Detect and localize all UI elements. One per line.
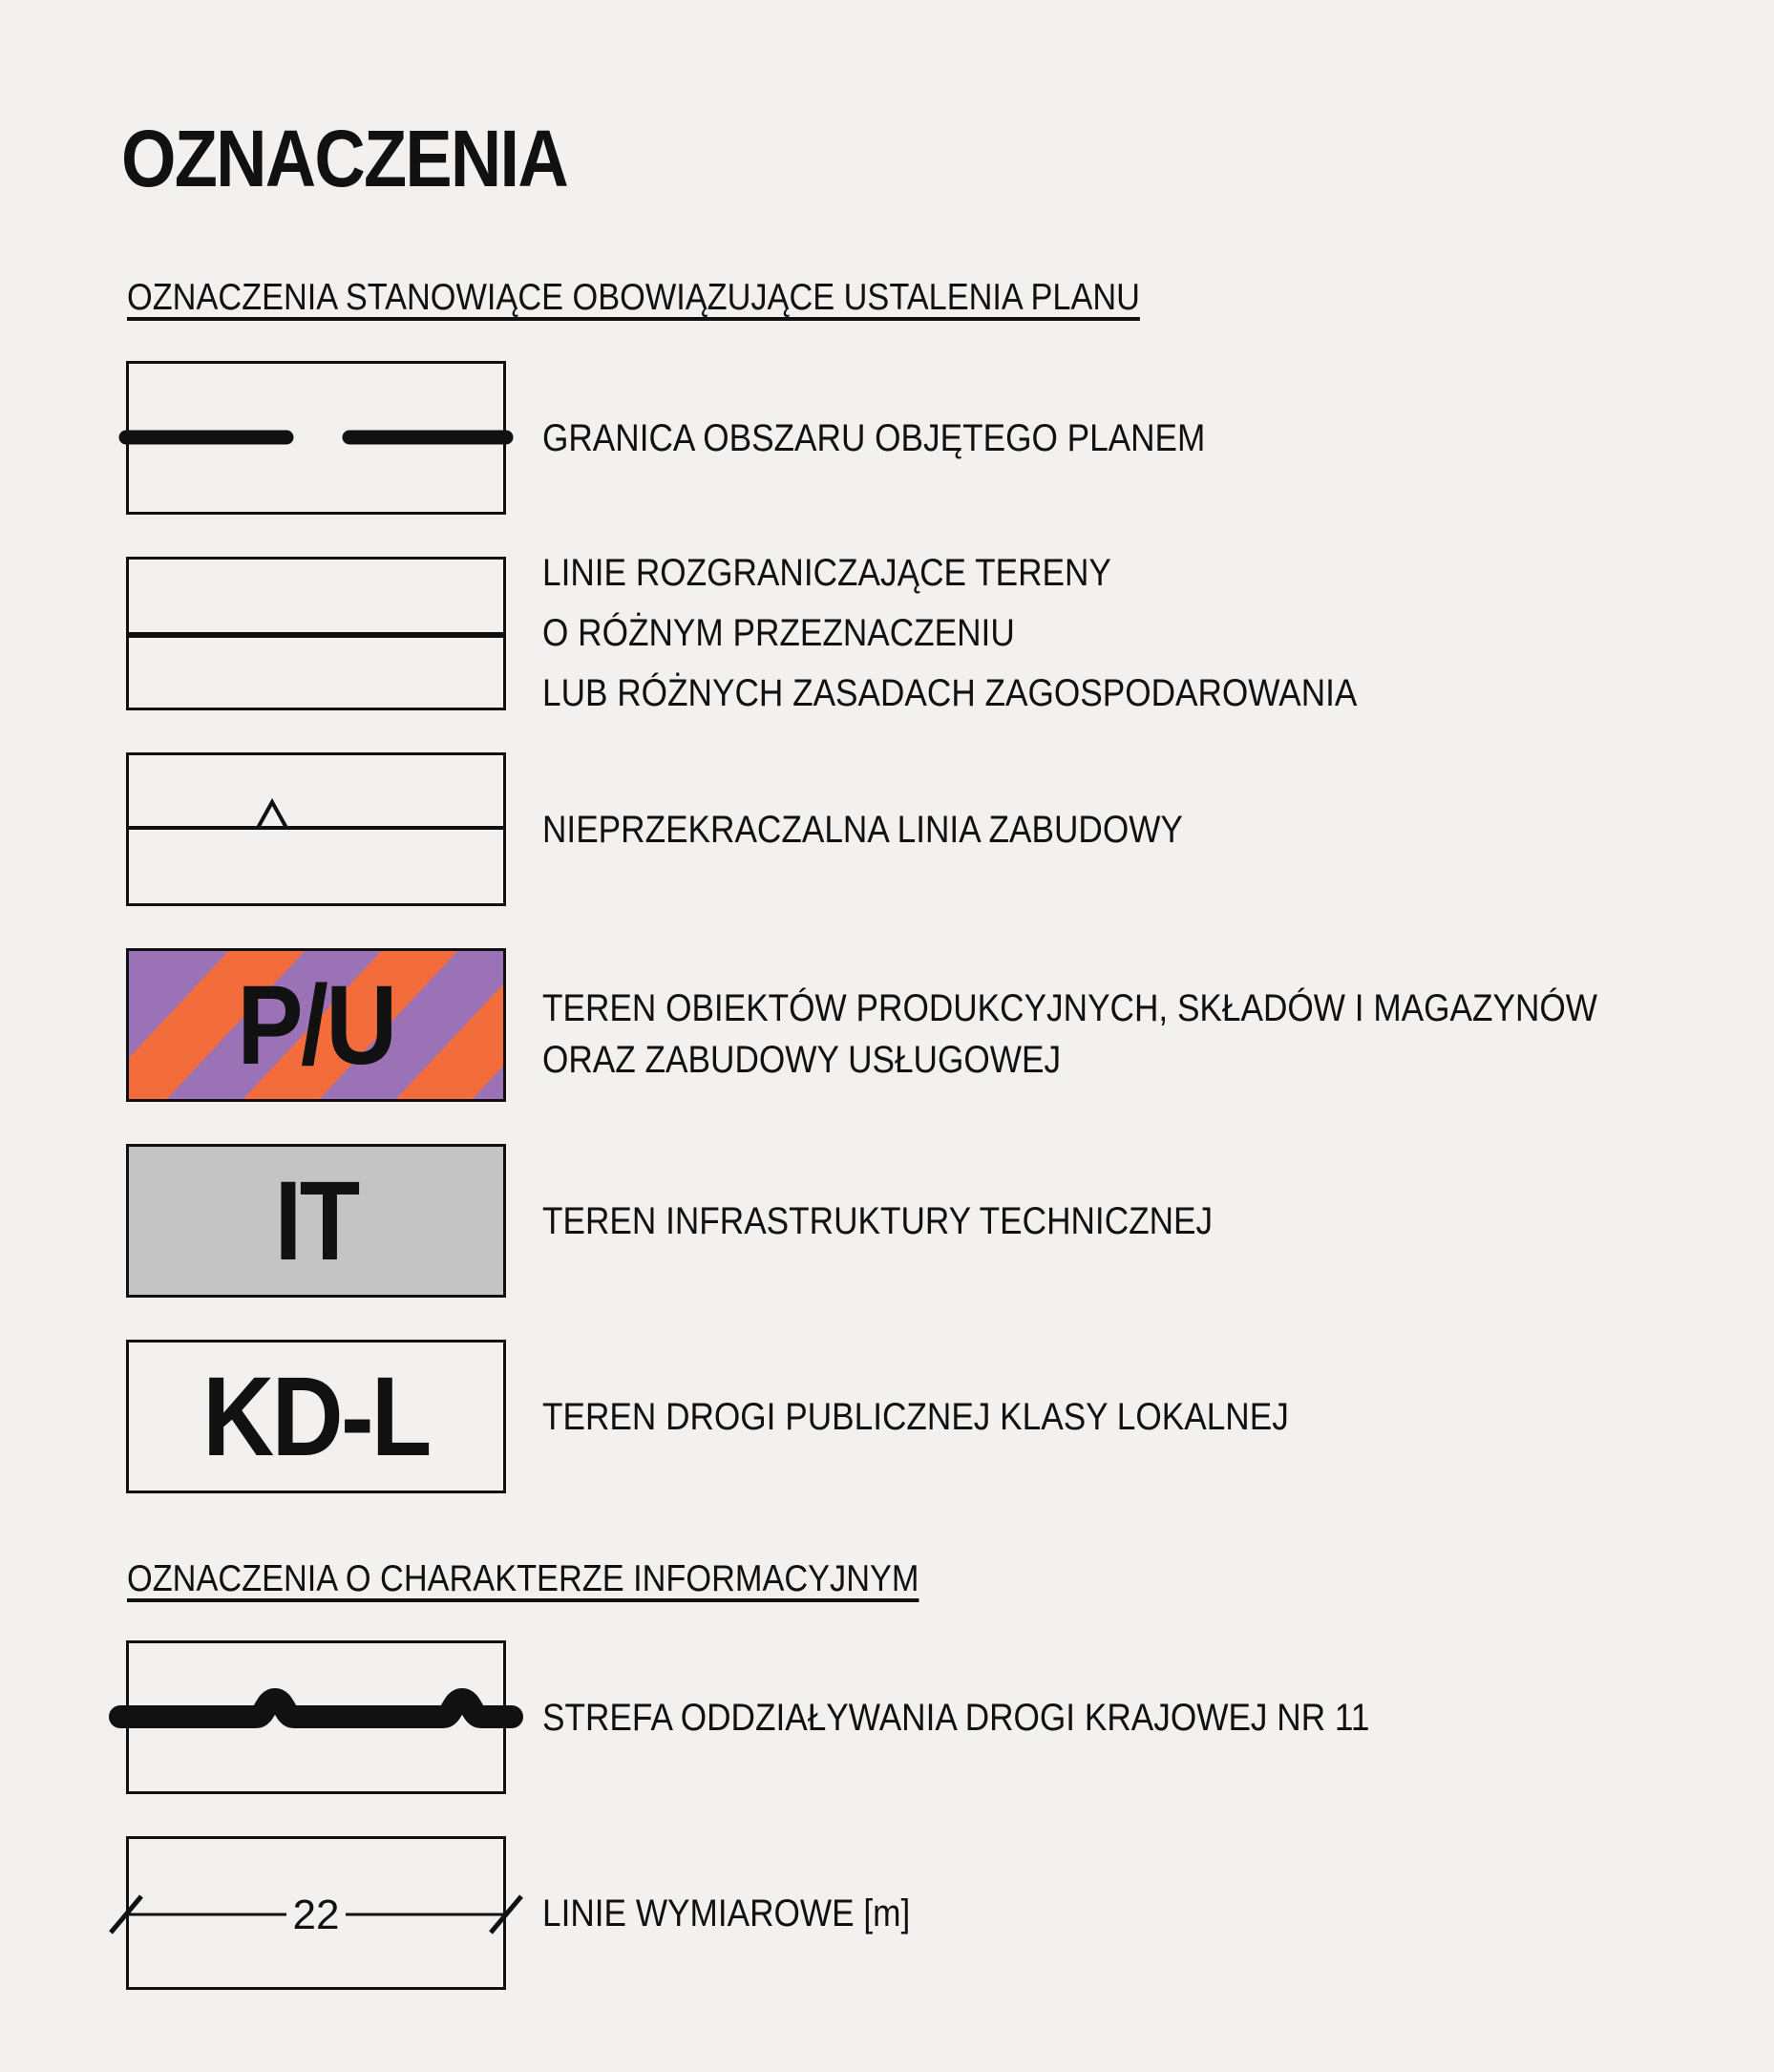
pu-zone-symbol — [126, 948, 506, 1102]
it-zone-symbol — [126, 1144, 506, 1298]
dividing-lines-label: LINIE ROZGRANICZAJĄCE TERENY O RÓŻNYM PRZEZNACZENIU LUB RÓŻNYCH ZASADACH ZAGOSPODAROWANIA — [542, 552, 1358, 714]
plan-boundary-line — [126, 361, 506, 515]
pu-code: P/U — [237, 962, 395, 1089]
kdl-code: KD-L — [202, 1353, 430, 1480]
building-line-with-triangle — [126, 752, 506, 906]
building-line-label: NIEPRZEKRACZALNA LINIA ZABUDOWY — [542, 809, 1183, 851]
dividing-line — [126, 557, 506, 710]
dimension-symbol — [126, 1836, 506, 1990]
kdl-label: TEREN DROGI PUBLICZNEJ KLASY LOKALNEJ — [542, 1396, 1289, 1438]
dimension-line — [126, 1836, 506, 1990]
plan-boundary-label: GRANICA OBSZARU OBJĘTEGO PLANEM — [542, 417, 1206, 459]
section-binding-heading: OZNACZENIA STANOWIĄCE OBOWIĄZUJĄCE USTALENIA PLANU — [127, 277, 1140, 318]
dividing-lines-symbol — [126, 557, 506, 710]
road-zone-line — [126, 1640, 506, 1794]
page-title: OZNACZENIA — [121, 114, 567, 203]
plan-boundary-symbol — [126, 361, 506, 515]
building-line-symbol — [126, 752, 506, 906]
it-code: IT — [274, 1157, 358, 1284]
section-informational-heading: OZNACZENIA O CHARAKTERZE INFORMACYJNYM — [127, 1558, 919, 1599]
road-zone-symbol — [126, 1640, 506, 1794]
dimension-label: LINIE WYMIAROWE [m] — [542, 1892, 911, 1935]
dimension-value: 22 — [292, 1892, 340, 1938]
pu-label: TEREN OBIEKTÓW PRODUKCYJNYCH, SKŁADÓW I MAGAZYNÓW ORAZ ZABUDOWY USŁUGOWEJ — [542, 987, 1597, 1081]
road-zone-label: STREFA ODDZIAŁYWANIA DROGI KRAJOWEJ NR 11 — [542, 1697, 1370, 1739]
kdl-zone-symbol — [126, 1340, 506, 1493]
it-label: TEREN INFRASTRUKTURY TECHNICZNEJ — [542, 1200, 1214, 1242]
